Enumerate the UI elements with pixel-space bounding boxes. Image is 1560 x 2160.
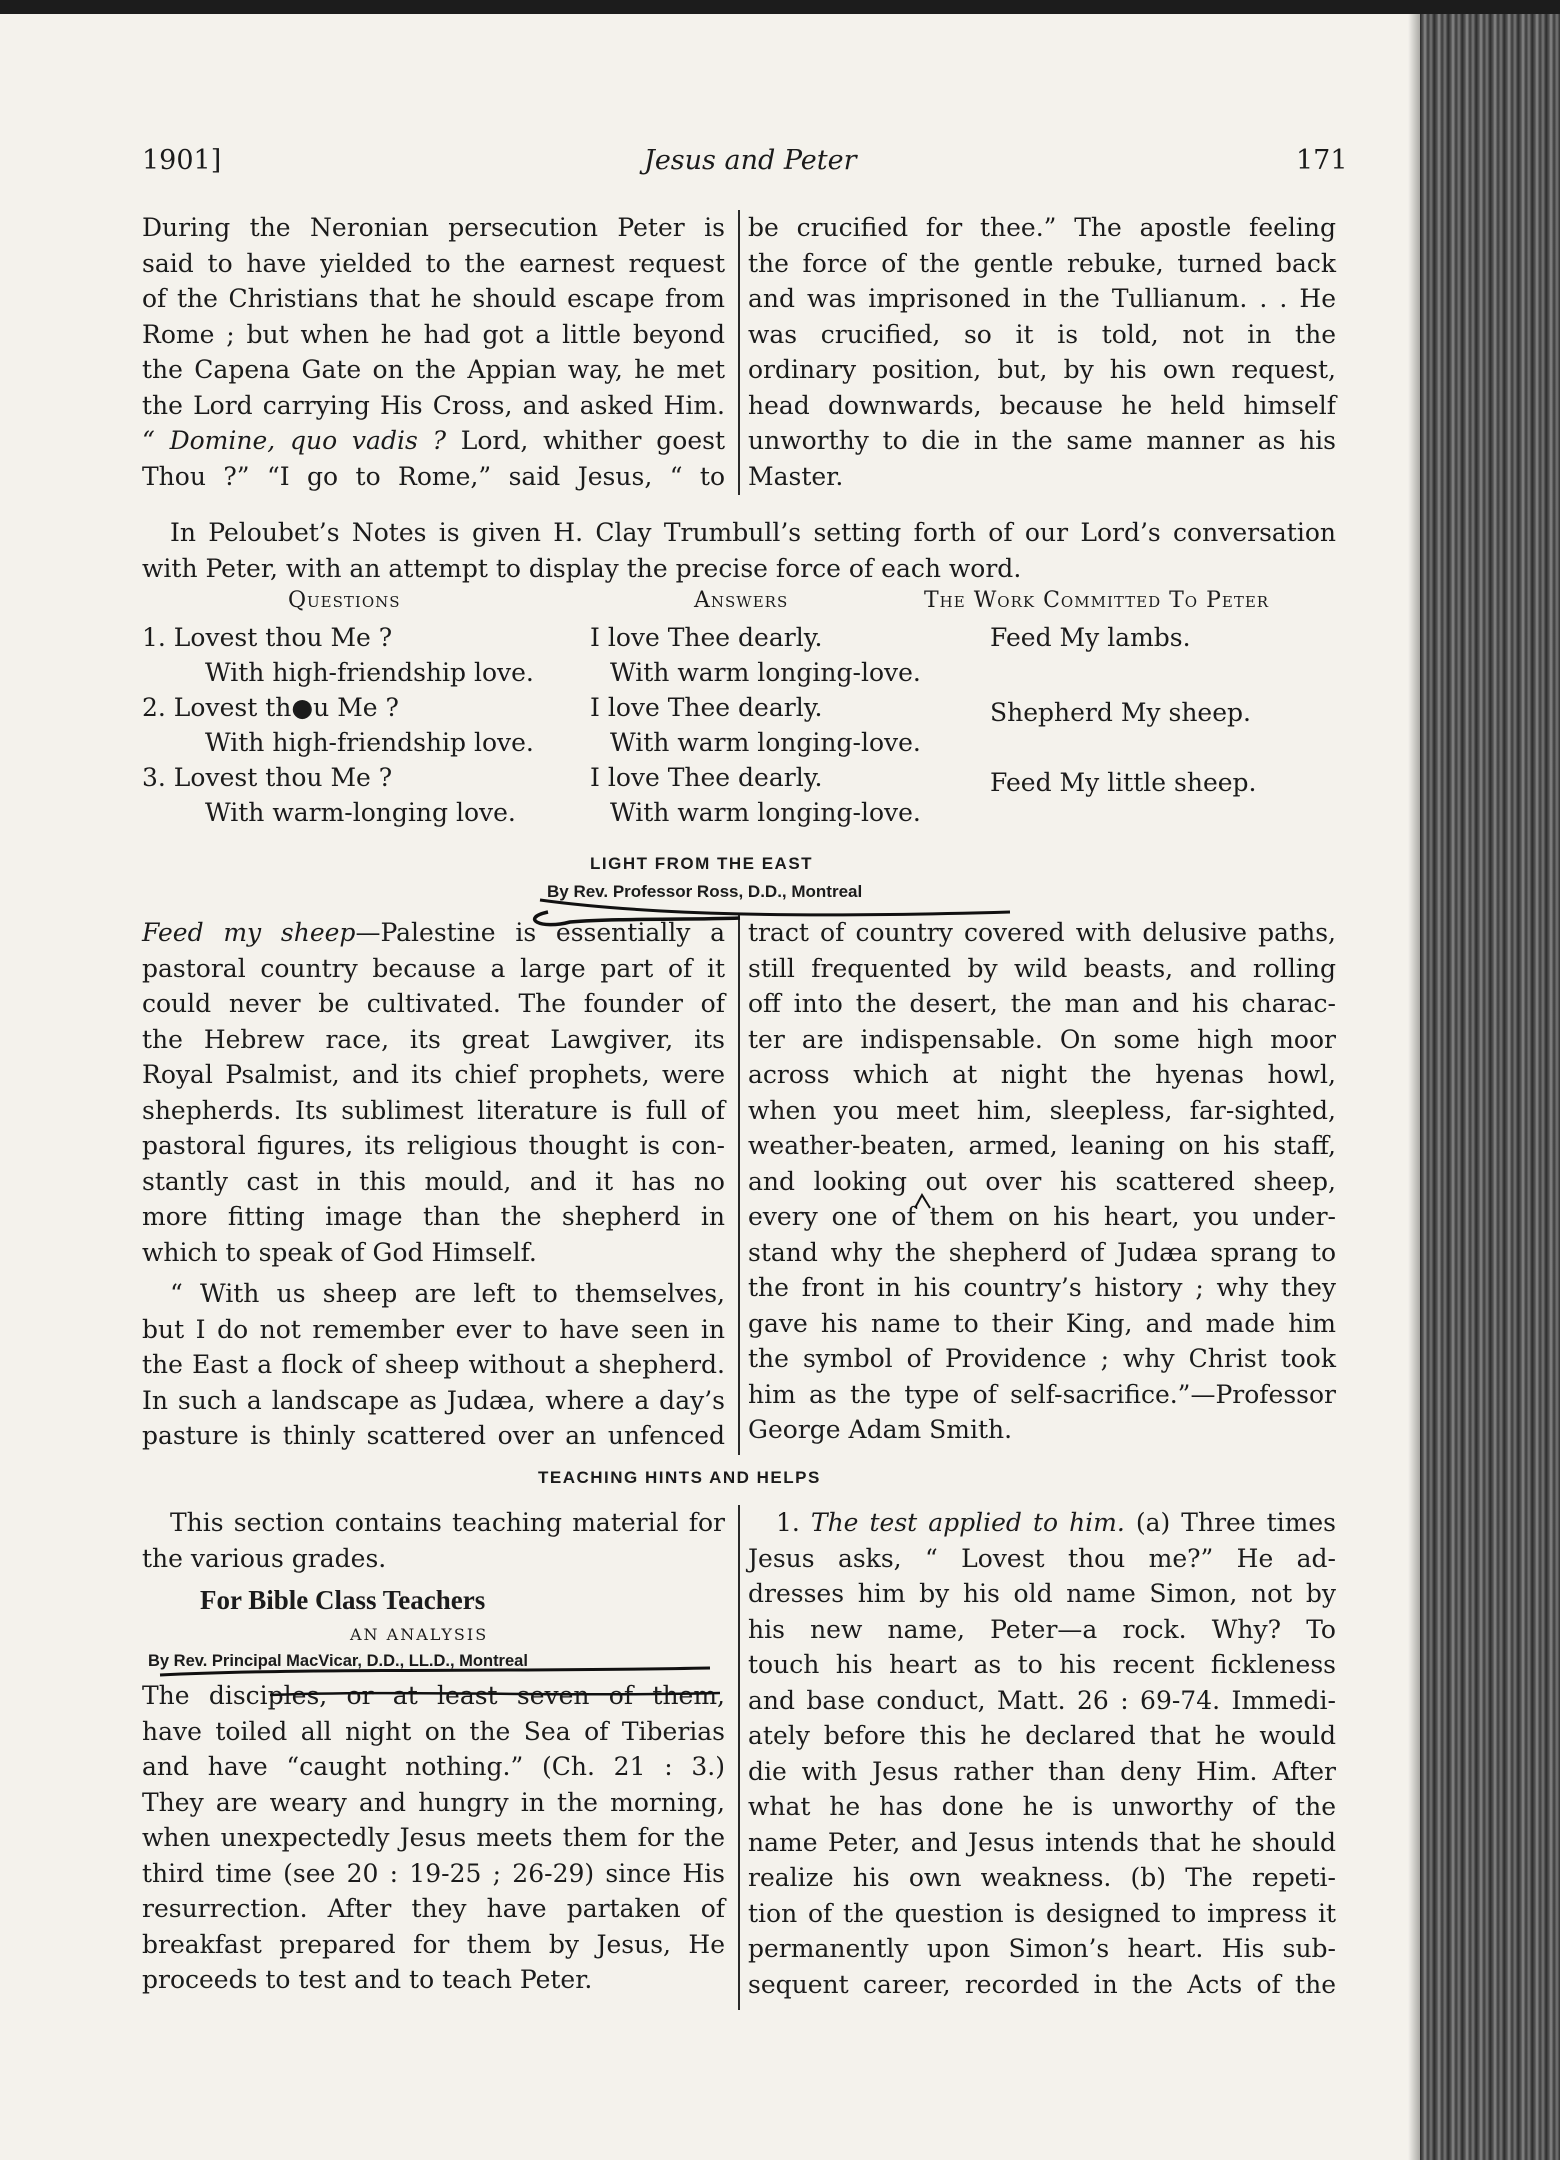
byline-ross: By Rev. Professor Ross, D.D., Montreal: [547, 882, 863, 901]
text-line: gave his name to their King, and made him: [748, 1308, 1336, 1338]
text-line: breakfast prepared for them by Jesus, He: [142, 1929, 725, 1959]
text-line: name Peter, and Jesus intends that he should: [748, 1827, 1336, 1857]
latin-phrase: “ Domine, quo vadis ?: [142, 426, 446, 455]
text-line: “ With us sheep are left to themselves,: [170, 1279, 725, 1308]
table-row: 1. Lovest thou Me ?: [142, 623, 393, 652]
text-line: Thou ?” “I go to Rome,” said Jesus, “ to: [142, 461, 725, 491]
text-line: the various grades.: [142, 1543, 387, 1573]
text-line: George Adam Smith.: [748, 1415, 1013, 1444]
text-line: when unexpectedly Jesus meets them for the: [142, 1823, 725, 1852]
text-line: the front in his country’s history ; why they: [748, 1273, 1336, 1302]
text-line: said to have yielded to the earnest request: [142, 248, 725, 278]
text-line: what he has done he is unworthy of the: [748, 1792, 1336, 1821]
text-line: pastoral figures, its religious thought is con-: [142, 1131, 725, 1160]
italic-lead: Feed my sheep: [142, 918, 356, 947]
text-line: the Hebrew race, its great Lawgiver, its: [142, 1024, 725, 1054]
text-line: and base conduct, Matt. 26 : 69-74. Immedi-: [748, 1685, 1336, 1715]
text-line: be crucified for thee.” The apostle feeling: [748, 213, 1336, 242]
text-line: ately before this he declared that he would: [748, 1721, 1336, 1750]
text-line: touch his heart as to his recent fickleness: [748, 1650, 1336, 1679]
pen-underline-byline: [540, 900, 1010, 915]
table-cell: With warm longing-love.: [610, 658, 921, 687]
text-line: could never be cultivated. The founder of: [142, 989, 725, 1018]
section-title-teaching: TEACHING HINTS AND HELPS: [538, 1468, 821, 1487]
text-line: ordinary position, but, by his own request,: [748, 355, 1336, 384]
table-cell: With warm longing-love.: [610, 728, 921, 757]
text-line: In such a landscape as Judæa, where a day’s: [142, 1385, 725, 1415]
text-span: —Palestine is essentially a: [355, 918, 725, 947]
stacked-page-edges: [1420, 0, 1560, 2160]
table-header-answers: Answers: [694, 588, 789, 613]
text-line: realize his own weakness. (b) The repeti-: [748, 1863, 1336, 1892]
table-cell: I love Thee dearly.: [590, 763, 823, 792]
text-line: unworthy to die in the same manner as his: [748, 426, 1336, 455]
table-row: 3. Lovest thou Me ?: [142, 763, 393, 792]
point-number: 1.: [776, 1508, 800, 1537]
text-line: head downwards, because he held himself: [748, 390, 1336, 420]
pen-caret-them-on: [915, 1195, 930, 1208]
text-line: tract of country covered with delusive paths,: [748, 918, 1336, 947]
text-line: which to speak of God Himself.: [142, 1237, 537, 1267]
table-cell: I love Thee dearly.: [590, 623, 823, 652]
text-line: pasture is thinly scattered over an unfenced: [142, 1421, 725, 1450]
text-line: of the Christians that he should escape from: [142, 284, 725, 313]
text-line: dresses him by his old name Simon, not by: [748, 1579, 1336, 1608]
text-line: third time (see 20 : 19-25 ; 26-29) since His: [142, 1858, 725, 1888]
table-cell: I love Thee dearly.: [590, 693, 823, 722]
text-line: and was imprisoned in the Tullianum. . . He: [748, 284, 1336, 313]
text-line: the East a flock of sheep without a shepherd.: [142, 1350, 725, 1379]
text-line: proceeds to test and to teach Peter.: [142, 1965, 593, 1994]
table-header-work: The Work Committed To Peter: [924, 588, 1270, 613]
text-line: every one of them on his heart, you under-: [748, 1202, 1336, 1231]
text-line: During the Neronian persecution Peter is: [142, 213, 725, 242]
text-line: permanently upon Simon’s heart. His sub-: [748, 1934, 1336, 1963]
pen-underline-macvicar: [160, 1668, 710, 1675]
byline-macvicar: By Rev. Principal MacVicar, D.D., LL.D., Montreal: [148, 1652, 528, 1670]
header-year: 1901]: [142, 145, 222, 176]
text-line: They are weary and hungry in the morning,: [142, 1787, 725, 1817]
analysis-label: AN ANALYSIS: [350, 1625, 489, 1644]
text-line: the symbol of Providence ; why Christ took: [748, 1344, 1336, 1373]
text-line: and looking out over his scattered sheep,: [748, 1166, 1336, 1196]
text-line: was crucified, so it is told, not in the: [748, 319, 1336, 349]
text-line: the Capena Gate on the Appian way, he met: [142, 355, 725, 384]
text-line: sequent career, recorded in the Acts of the: [748, 1969, 1336, 1999]
text-line: shepherds. Its sublimest literature is full of: [142, 1095, 725, 1125]
page-number: 171: [1296, 145, 1348, 176]
text-span: Lord, whither goest: [460, 426, 726, 455]
text-line: ter are indispensable. On some high moor: [748, 1024, 1336, 1054]
text-line: pastoral country because a large part of it: [142, 953, 725, 983]
scan-top-border: [0, 0, 1560, 14]
text-line: and have “caught nothing.” (Ch. 21 : 3.): [142, 1752, 725, 1781]
text-line: tion of the question is designed to impress it: [748, 1898, 1336, 1928]
point-heading: The test applied to him.: [810, 1508, 1125, 1537]
text-line: stantly cast in this mould, and it has no: [142, 1166, 725, 1196]
text-line: Royal Psalmist, and its chief prophets, were: [142, 1060, 725, 1089]
text-line: more fitting image than the shepherd in: [142, 1202, 725, 1231]
text-line: when you meet him, sleepless, far-sighted,: [748, 1095, 1336, 1125]
text-line: die with Jesus rather than deny Him. After: [748, 1756, 1336, 1786]
text-line: his new name, Peter—a rock. Why? To: [748, 1614, 1336, 1644]
table-cell: With high-friendship love.: [205, 658, 534, 687]
text-line: across which at night the hyenas howl,: [748, 1060, 1336, 1089]
text-line: still frequented by wild beasts, and rolling: [748, 953, 1336, 983]
table-header-questions: Questions: [288, 588, 401, 613]
sub-title-bible-class: For Bible Class Teachers: [200, 1585, 486, 1615]
text-line: off into the desert, the man and his charac-: [748, 989, 1336, 1018]
text-line: This section contains teaching material for: [170, 1508, 725, 1537]
table-cell: With high-friendship love.: [205, 728, 534, 757]
text-line: the force of the gentle rebuke, turned back: [748, 248, 1336, 278]
running-title: Jesus and Peter: [644, 145, 857, 176]
table-cell: Feed My little sheep.: [990, 768, 1257, 797]
text-line: with Peter, with an attempt to display the precise force of each word.: [142, 553, 1022, 583]
section-title-light: LIGHT FROM THE EAST: [590, 854, 814, 873]
text-line: Master.: [748, 461, 844, 491]
text-line: In Peloubet’s Notes is given H. Clay Trumbull’s setting forth of our Lord’s conversation: [170, 518, 1336, 547]
text-line: Jesus asks, “ Lovest thou me?” He ad-: [748, 1543, 1336, 1573]
text-line: stand why the shepherd of Judæa sprang to: [748, 1237, 1336, 1267]
text-line: him as the type of self-sacrifice.”—Professor: [748, 1379, 1336, 1409]
text-line: but I do not remember ever to have seen in: [142, 1314, 725, 1344]
table-row: 2. Lovest th●u Me ?: [142, 693, 399, 722]
text-span: (a) Three times: [1135, 1508, 1337, 1537]
text-line: Rome ; but when he had got a little beyond: [142, 319, 725, 349]
table-cell: Feed My lambs.: [990, 623, 1191, 652]
text-line: resurrection. After they have partaken of: [142, 1894, 725, 1923]
table-cell: With warm longing-love.: [610, 798, 921, 827]
text-line: have toiled all night on the Sea of Tiberias: [142, 1716, 725, 1746]
table-cell: With warm-longing love.: [205, 798, 516, 827]
text-line: The disciples, or at least seven of them,: [142, 1681, 725, 1710]
text-line: weather-beaten, armed, leaning on his staff,: [748, 1131, 1336, 1160]
text-line: the Lord carrying His Cross, and asked Him.: [142, 390, 725, 420]
pen-strike-disciples: [270, 1693, 720, 1695]
table-cell: Shepherd My sheep.: [990, 698, 1251, 727]
